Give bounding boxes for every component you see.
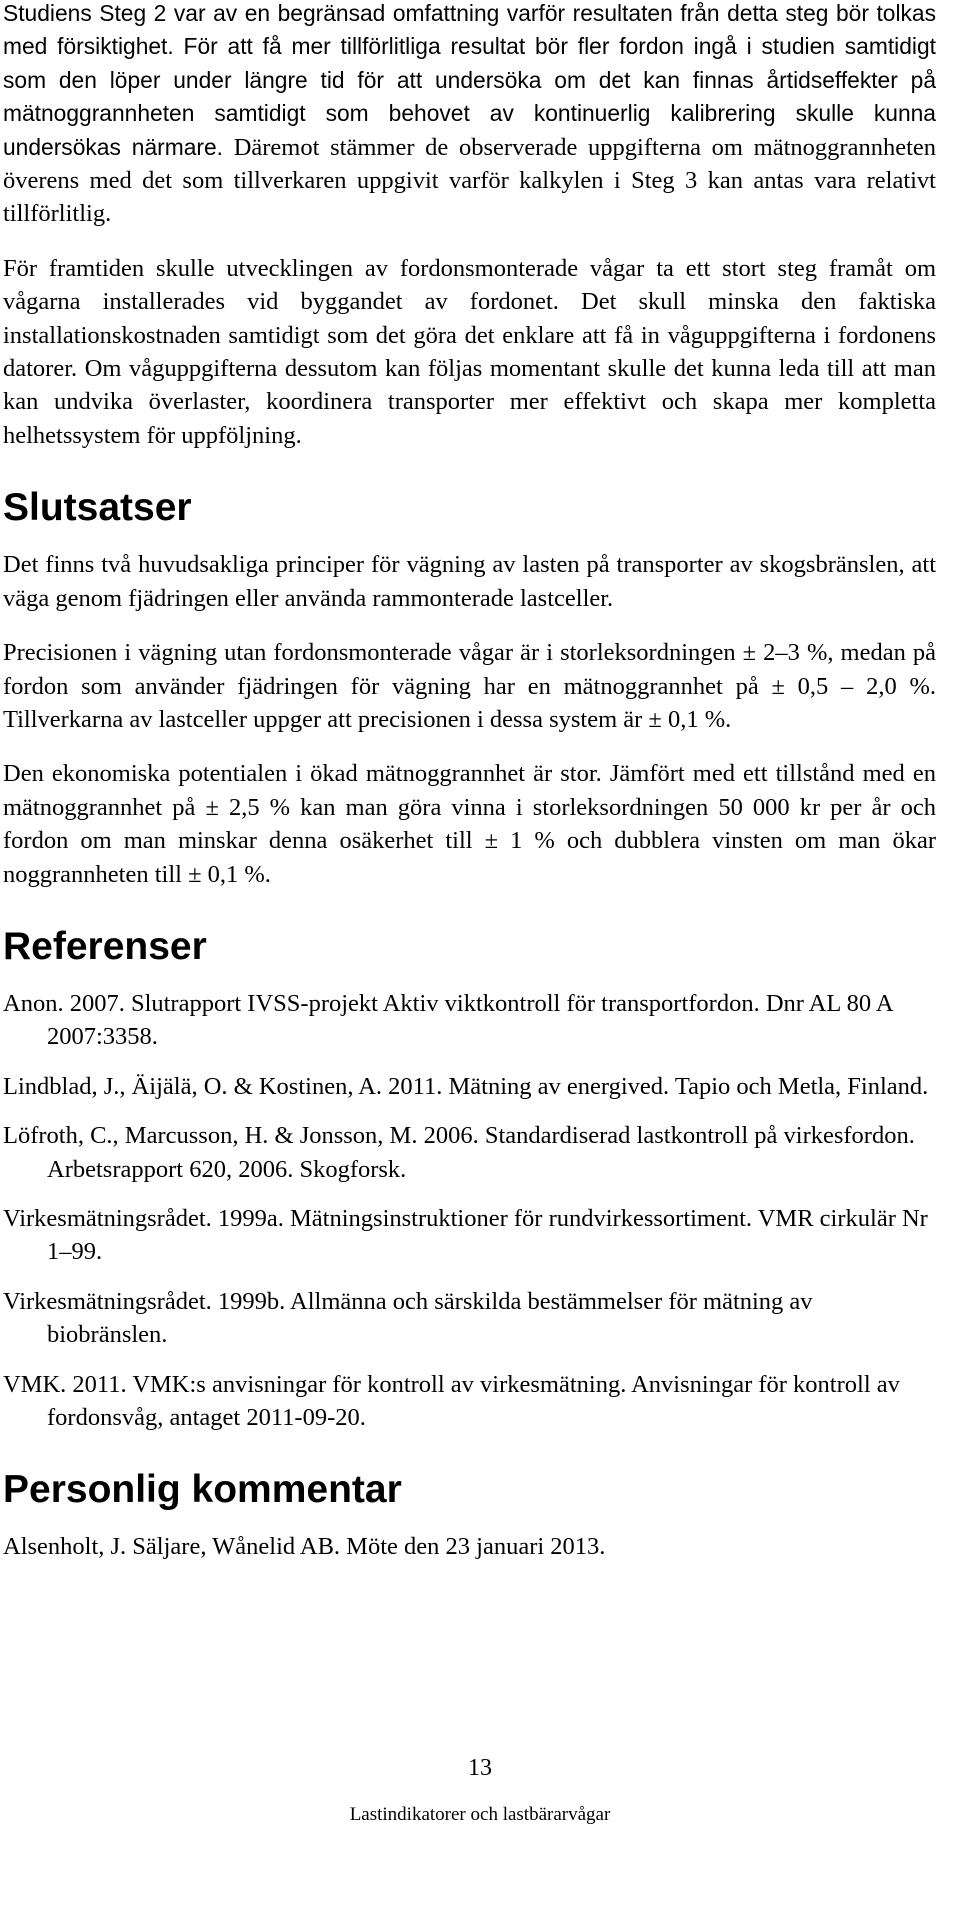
reference-item: Virkesmätningsrådet. 1999a. Mätningsinstruktioner för rundvirkessortiment. VMR cirkulär Nr 1–99. bbox=[3, 1204, 928, 1266]
reference-item: Anon. 2007. Slutrapport IVSS-projekt Aktiv viktkontroll för transportfordon. Dnr AL 80 A 2007:3358. bbox=[3, 989, 893, 1051]
reference-item: VMK. 2011. VMK:s anvisningar för kontroll av virkesmätning. Anvisningar för kontroll av fordonsvåg, antaget 2011-09-20. bbox=[3, 1370, 900, 1431]
slutsatser-paragraph: Den ekonomiska potentialen i ökad mätnoggrannhet är stor. Jämfört med ett tillstånd med en mätnoggrannhet på ± 2,5 % kan man göra vinna i storleksordningen 50 000 kr per år och fordon om man minskar denna osäkerhet till ± 1 % och dubblera vinsten om man ökar noggrannheten till ± 0,1 %. bbox=[3, 760, 936, 888]
future-paragraph: För framtiden skulle utvecklingen av fordonsmonterade vågar ta ett stort steg framåt om vågarna installerades vid byggandet av fordonet. Det skull minska den faktiska installationskostnaden samtidigt som det göra det enklare att få in våguppgifterna i fordonens datorer. Om våguppgifterna dessutom kan följas momentant skulle det kunna leda till att man kan undvika överlaster, koordinera transporter mer effektivt och skapa mer kompletta helhetssystem för uppföljning. bbox=[3, 254, 936, 449]
personlig-kommentar-heading: Personlig kommentar bbox=[3, 1468, 402, 1512]
reference-item: Löfroth, C., Marcusson, H. & Jonsson, M. 2006. Standardiserad lastkontroll på virkesfordon. Arbetsrapport 620, 2006. Skogforsk. bbox=[3, 1122, 915, 1183]
slutsatser-paragraph: Precisionen i vägning utan fordonsmonterade vågar är i storleksordningen ± 2–3 %, medan på fordon som använder fjädringen för vägning har en mätnoggrannhet på ± 0,5 – 2,0 %. Tillverkarna av lastceller uppger att precisionen i dessa system är ± 0,1 %. bbox=[3, 639, 936, 733]
page-number: 13 bbox=[468, 1755, 492, 1781]
footer-title: Lastindikatorer och lastbärarvågar bbox=[349, 1804, 611, 1825]
personlig-kommentar-text: Alsenholt, J. Säljare, Wånelid AB. Möte den 23 januari 2013. bbox=[3, 1533, 606, 1561]
slutsatser-paragraph: Det finns två huvudsakliga principer för vägning av lasten på transporter av skogsbränslen, att väga genom fjädringen eller använda rammonterade lastceller. bbox=[3, 551, 936, 612]
intro-paragraph-serif-part: Däremot stämmer de observerade uppgifterna om mätnoggrannheten överens med det som tillverkaren uppgivit varför kalkylen i Steg 3 kan antas vara relativt tillförlitlig. bbox=[3, 133, 936, 228]
intro-paragraph bbox=[3, 0, 936, 231]
intro-paragraph-sans-part: Studiens Steg 2 var av en begränsad omfattning varför resultaten från detta steg bör tolkas med försiktighet. För att få mer tillförlitliga resultat bör fler fordon ingå i studien samtidigt som den löper under längre tid för att undersöka om det kan finnas årtidseffekter på mätnoggrannheten samtidigt som behovet av kontinuerlig kalibrering skulle kunna undersökas närmare. bbox=[3, 0, 936, 160]
slutsatser-heading: Slutsatser bbox=[3, 486, 192, 530]
referenser-heading: Referenser bbox=[3, 924, 207, 968]
reference-item: Virkesmätningsrådet. 1999b. Allmänna och särskilda bestämmelser för mätning av biobränslen. bbox=[3, 1287, 813, 1349]
reference-item: Lindblad, J., Äijälä, O. & Kostinen, A. 2011. Mätning av energived. Tapio och Metla, Finland. bbox=[3, 1072, 929, 1100]
